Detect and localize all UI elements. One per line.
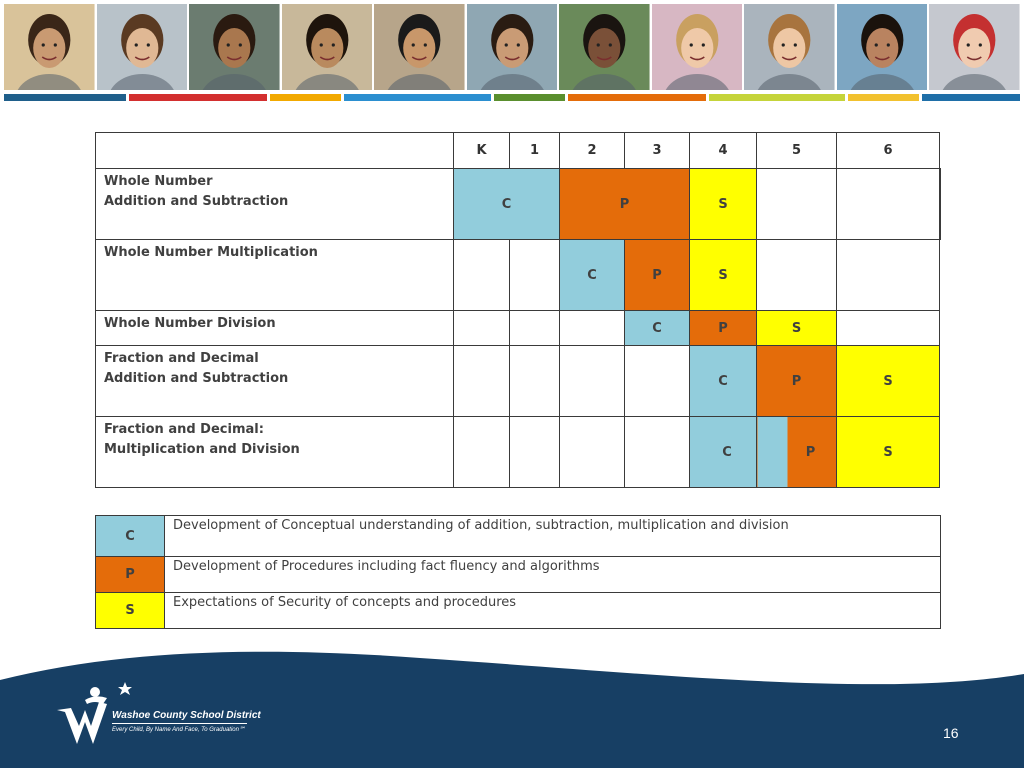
accent-segment xyxy=(848,94,919,101)
grade-header: 3 xyxy=(625,133,690,169)
row-whole-number-div xyxy=(96,311,941,346)
stage-letter: S xyxy=(718,267,728,283)
stage-letter: S xyxy=(718,196,728,212)
empty-cell xyxy=(560,311,625,346)
empty-cell xyxy=(560,417,625,488)
stage-cell-c xyxy=(625,311,690,346)
empty-cell xyxy=(940,169,941,240)
stage-cell-s xyxy=(757,311,837,346)
stage-letter: S xyxy=(883,444,893,460)
stage-cell-s xyxy=(690,169,757,240)
grid-corner-cell xyxy=(96,133,454,169)
row-fraction-mult-div xyxy=(96,417,941,488)
progression-grid xyxy=(95,132,941,488)
row-label xyxy=(96,346,454,417)
student-photo-3 xyxy=(189,4,280,90)
stage-cell-c xyxy=(560,240,625,311)
row-fraction-add-sub xyxy=(96,346,941,417)
row-whole-number-add-sub xyxy=(96,169,941,240)
accent-segment xyxy=(709,94,845,101)
row-label-line: Addition and Subtraction xyxy=(104,194,289,209)
student-photo-11 xyxy=(929,4,1020,90)
empty-cell xyxy=(837,311,940,346)
stage-letter: C xyxy=(652,320,662,336)
legend-key-c: C xyxy=(96,516,165,557)
student-photo-strip xyxy=(4,4,1020,90)
legend-description: Expectations of Security of concepts and procedures xyxy=(165,593,941,629)
stage-cell-s xyxy=(837,417,940,488)
grade-header: 6 xyxy=(837,133,940,169)
stage-letter: S xyxy=(883,373,893,389)
stage-letter: P xyxy=(619,196,630,212)
stage-letter: C xyxy=(587,267,597,283)
student-photo-10 xyxy=(837,4,928,90)
empty-cell xyxy=(454,311,510,346)
row-label-line: Whole Number Multiplication xyxy=(104,245,318,260)
row-label-line: Addition and Subtraction xyxy=(104,371,289,386)
empty-cell xyxy=(560,346,625,417)
logo-divider xyxy=(112,723,247,724)
empty-cell xyxy=(757,169,837,240)
page-number: 16 xyxy=(943,725,959,741)
stage-letter: C xyxy=(501,196,512,212)
row-label-line: Whole Number xyxy=(104,174,213,189)
row-label xyxy=(96,417,454,488)
stage-cell-p xyxy=(690,311,757,346)
grade-header: 5 xyxy=(757,133,837,169)
accent-segment xyxy=(922,94,1020,101)
student-photo-8 xyxy=(652,4,743,90)
empty-cell xyxy=(454,346,510,417)
legend-key-p: P xyxy=(96,557,165,593)
accent-segment xyxy=(270,94,341,101)
empty-cell xyxy=(454,240,510,311)
stage-cell-p xyxy=(757,417,837,488)
stage-letter: S xyxy=(791,320,802,336)
grade-header: 4 xyxy=(690,133,757,169)
legend-description: Development of Conceptual understanding of addition, subtraction, multiplication and division xyxy=(165,516,941,557)
grade-header: 1 xyxy=(510,133,560,169)
accent-segment xyxy=(129,94,267,101)
stage-cell-c xyxy=(454,169,560,240)
district-tagline: Every Child, By Name And Face, To Graduation℠ xyxy=(112,727,246,733)
student-photo-5 xyxy=(374,4,465,90)
accent-segment xyxy=(4,94,126,101)
district-name: Washoe County School District xyxy=(112,710,261,721)
student-photo-9 xyxy=(744,4,835,90)
accent-segment xyxy=(494,94,565,101)
stage-letter: C xyxy=(722,444,732,460)
stage-cell-p xyxy=(560,169,690,240)
legend-key-s: S xyxy=(96,593,165,629)
stage-cell-c xyxy=(690,346,757,417)
row-label xyxy=(96,311,454,346)
row-whole-number-mult xyxy=(96,240,941,311)
legend-table xyxy=(95,515,941,629)
empty-cell xyxy=(837,240,940,311)
row-label xyxy=(96,169,454,240)
legend-row xyxy=(96,516,941,557)
row-label-line: Whole Number Division xyxy=(104,316,276,331)
empty-cell xyxy=(625,417,690,488)
student-photo-4 xyxy=(282,4,373,90)
student-photo-1 xyxy=(4,4,95,90)
stage-cell-s xyxy=(837,346,940,417)
grade-header: K xyxy=(454,133,510,169)
grade-header: 2 xyxy=(560,133,625,169)
student-photo-7 xyxy=(559,4,650,90)
stage-letter: P xyxy=(791,373,802,389)
row-label-line: Fraction and Decimal xyxy=(104,351,259,366)
legend-row xyxy=(96,593,941,629)
stage-cell-c xyxy=(690,417,757,488)
row-label-line: Multiplication and Division xyxy=(104,442,300,457)
stage-letter: C xyxy=(718,373,728,389)
empty-cell xyxy=(454,417,510,488)
stage-cell-s xyxy=(690,240,757,311)
stage-letter: P xyxy=(805,444,816,460)
row-label xyxy=(96,240,454,311)
student-photo-2 xyxy=(97,4,188,90)
empty-cell xyxy=(510,417,560,488)
empty-cell xyxy=(510,346,560,417)
empty-cell xyxy=(837,169,940,240)
legend-row xyxy=(96,557,941,593)
stage-cell-p xyxy=(625,240,690,311)
stage-letter: P xyxy=(718,320,728,336)
empty-cell xyxy=(757,240,837,311)
color-accent-bar xyxy=(4,94,1020,101)
empty-cell xyxy=(510,311,560,346)
empty-cell xyxy=(625,346,690,417)
stage-letter: P xyxy=(652,267,662,283)
legend-description: Development of Procedures including fact fluency and algorithms xyxy=(165,557,941,593)
row-label-line: Fraction and Decimal: xyxy=(104,422,264,437)
student-photo-6 xyxy=(467,4,558,90)
empty-cell xyxy=(510,240,560,311)
accent-segment xyxy=(568,94,706,101)
accent-segment xyxy=(344,94,492,101)
stage-cell-p xyxy=(757,346,837,417)
